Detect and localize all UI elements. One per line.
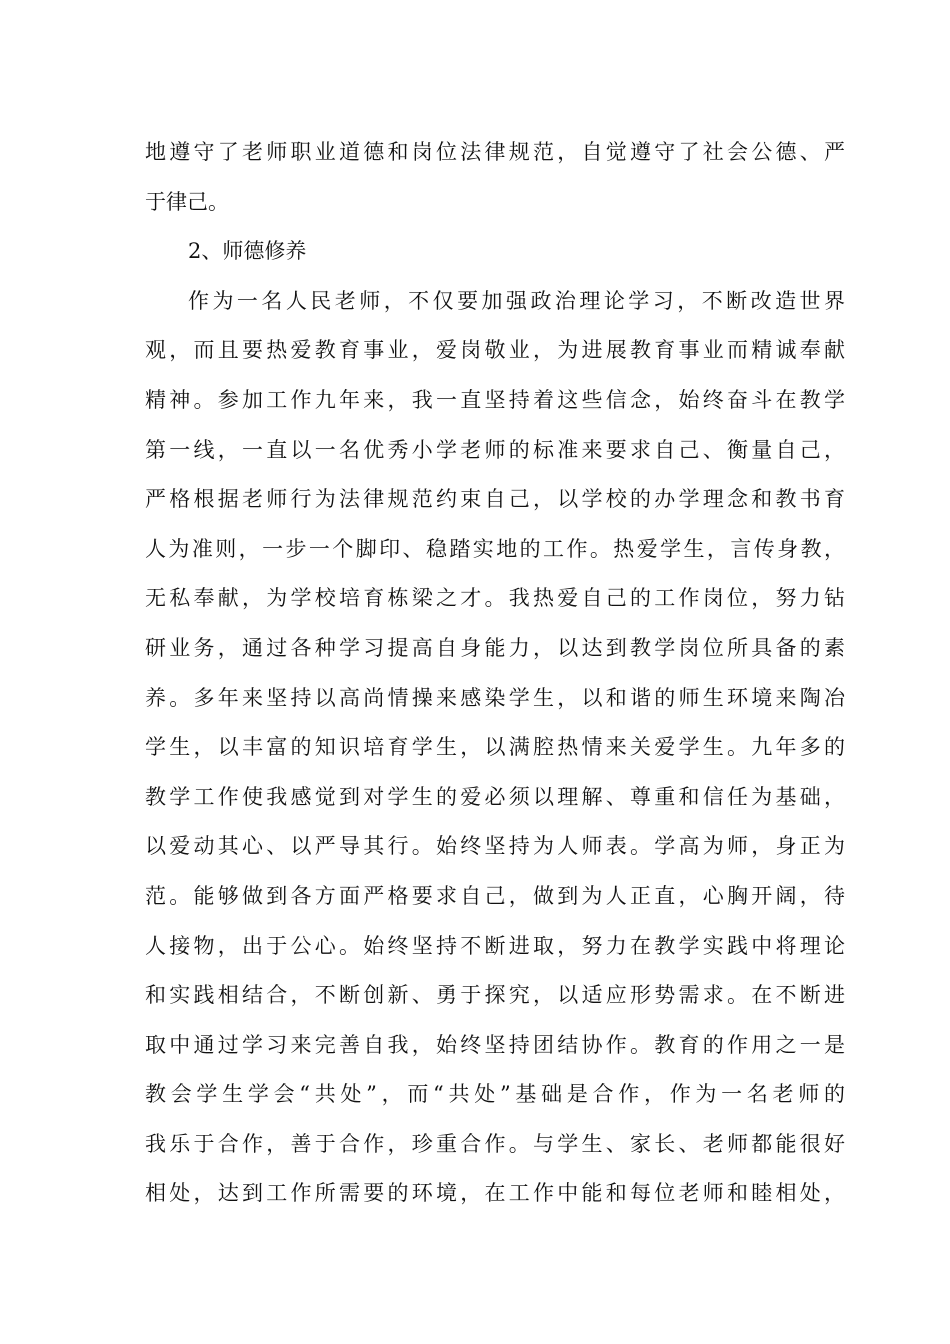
text-line: 人为准则，一步一个脚印、稳踏实地的工作。热爱学生，言传身教， [145, 536, 845, 561]
text-line: 地遵守了老师职业道德和岗位法律规范，自觉遵守了社会公德、严 [145, 140, 845, 164]
text-line: 严格根据老师行为法律规范约束自己，以学校的办学理念和教书育 [145, 487, 845, 512]
text-line: 我乐于合作，善于合作，珍重合作。与学生、家长、老师都能很好 [145, 1131, 845, 1156]
text-line: 人接物，出于公心。始终坚持不断进取，努力在教学实践中将理论 [145, 933, 845, 958]
text-line: 无私奉献，为学校培育栋梁之才。我热爱自己的工作岗位，努力钻 [145, 586, 845, 611]
text-line: 教会学生学会“共处”，而“共处”基础是合作，作为一名老师的 [145, 1082, 845, 1107]
text-line: 范。能够做到各方面严格要求自己，做到为人正直，心胸开阔，待 [145, 883, 845, 908]
section-heading: 2、师德修养 [188, 239, 307, 264]
body-text [145, 128, 845, 1219]
text-line: 观，而且要热爱教育事业，爱岗敬业，为进展教育事业而精诚奉献 [145, 338, 845, 363]
text-line: 第一线，一直以一名优秀小学老师的标准来要求自己、衡量自己， [145, 437, 845, 462]
text-line: 于律己。 [145, 189, 229, 214]
text-line: 教学工作使我感觉到对学生的爱必须以理解、尊重和信任为基础， [145, 784, 845, 809]
text-line: 以爱动其心、以严导其行。始终坚持为人师表。学高为师，身正为 [145, 834, 845, 859]
text-line: 研业务，通过各种学习提高自身能力，以达到教学岗位所具备的素 [145, 635, 845, 660]
text-line: 和实践相结合，不断创新、勇于探究，以适应形势需求。在不断进 [145, 983, 845, 1008]
text-line: 学生，以丰富的知识培育学生，以满腔热情来关爱学生。九年多的 [145, 735, 845, 760]
text-line: 精神。参加工作九年来，我一直坚持着这些信念，始终奋斗在教学 [145, 387, 845, 412]
text-line: 养。多年来坚持以高尚情操来感染学生，以和谐的师生环境来陶冶 [145, 685, 845, 710]
text-line: 相处，达到工作所需要的环境，在工作中能和每位老师和睦相处， [145, 1181, 845, 1206]
text-line: 作为一名人民老师，不仅要加强政治理论学习，不断改造世界 [188, 288, 845, 313]
text-line: 取中通过学习来完善自我，始终坚持团结协作。教育的作用之一是 [145, 1032, 845, 1057]
